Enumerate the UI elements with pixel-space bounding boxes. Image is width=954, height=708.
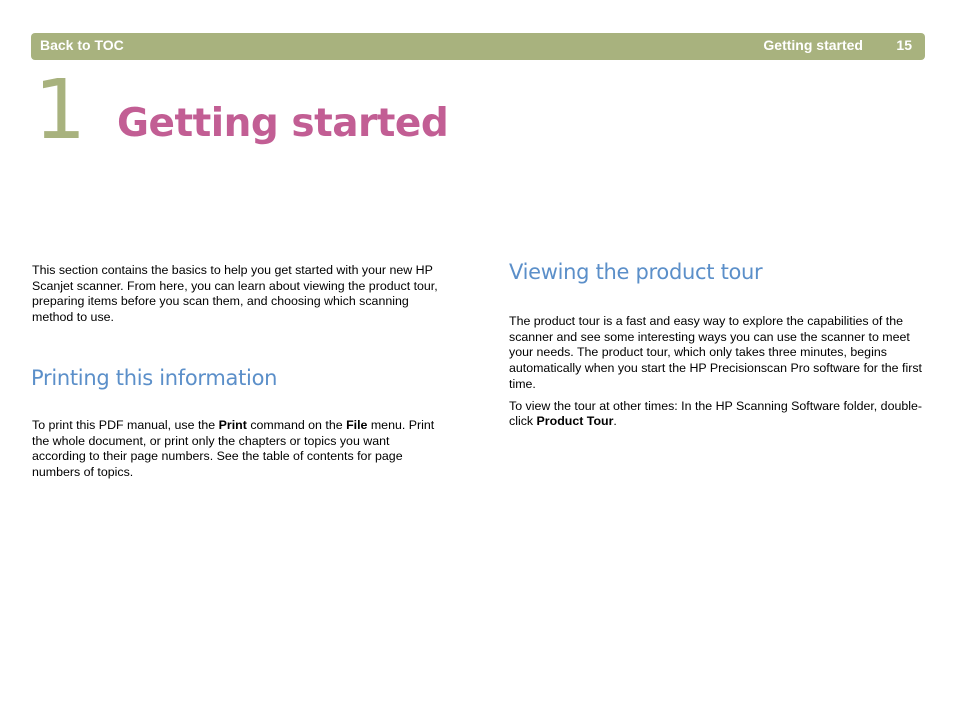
header-section-name: Getting started <box>763 37 863 53</box>
tour-heading: Viewing the product tour <box>509 260 763 284</box>
product-tour-label: Product Tour <box>536 414 614 429</box>
header-bar <box>31 33 925 60</box>
tour-paragraph-1: The product tour is a fast and easy way to explore the capabilities of the scanner and see some interesting ways you can use the scanner to meet your needs. The product tour, which only takes three minutes, begins automatically when you start the HP Precisionscan Pro software for the first time. <box>509 314 922 391</box>
chapter-title: Getting started <box>117 101 449 146</box>
back-to-toc-link[interactable]: Back to TOC <box>40 37 124 53</box>
file-menu-label: File <box>346 418 368 432</box>
tour-section <box>509 314 923 430</box>
tour-text-1: To view the tour at other times: In the HP Scanning Software folder, double-click <box>509 398 923 429</box>
intro-section <box>32 263 444 326</box>
chapter-number: 1 <box>34 63 87 158</box>
printing-text-3: menu. Print the whole document, or print only the chapters or topics you want according to their page numbers. See the table of contents for page numbers of topics. <box>32 418 435 480</box>
tour-text-2: . <box>613 414 617 429</box>
tour-paragraph-2 <box>509 399 923 430</box>
printing-text-2: command on the <box>246 418 347 432</box>
intro-paragraph: This section contains the basics to help you get started with your new HP Scanjet scanner. From here, you can learn about viewing the product tour, preparing items before you scan them, and choosing which scanning method to use. <box>32 263 438 325</box>
printing-paragraph <box>32 418 444 481</box>
printing-text-1: To print this PDF manual, use the <box>32 418 219 432</box>
printing-heading: Printing this information <box>31 366 278 390</box>
printing-section <box>32 418 444 481</box>
page-number: 15 <box>896 37 912 53</box>
print-command-label: Print <box>218 418 247 432</box>
